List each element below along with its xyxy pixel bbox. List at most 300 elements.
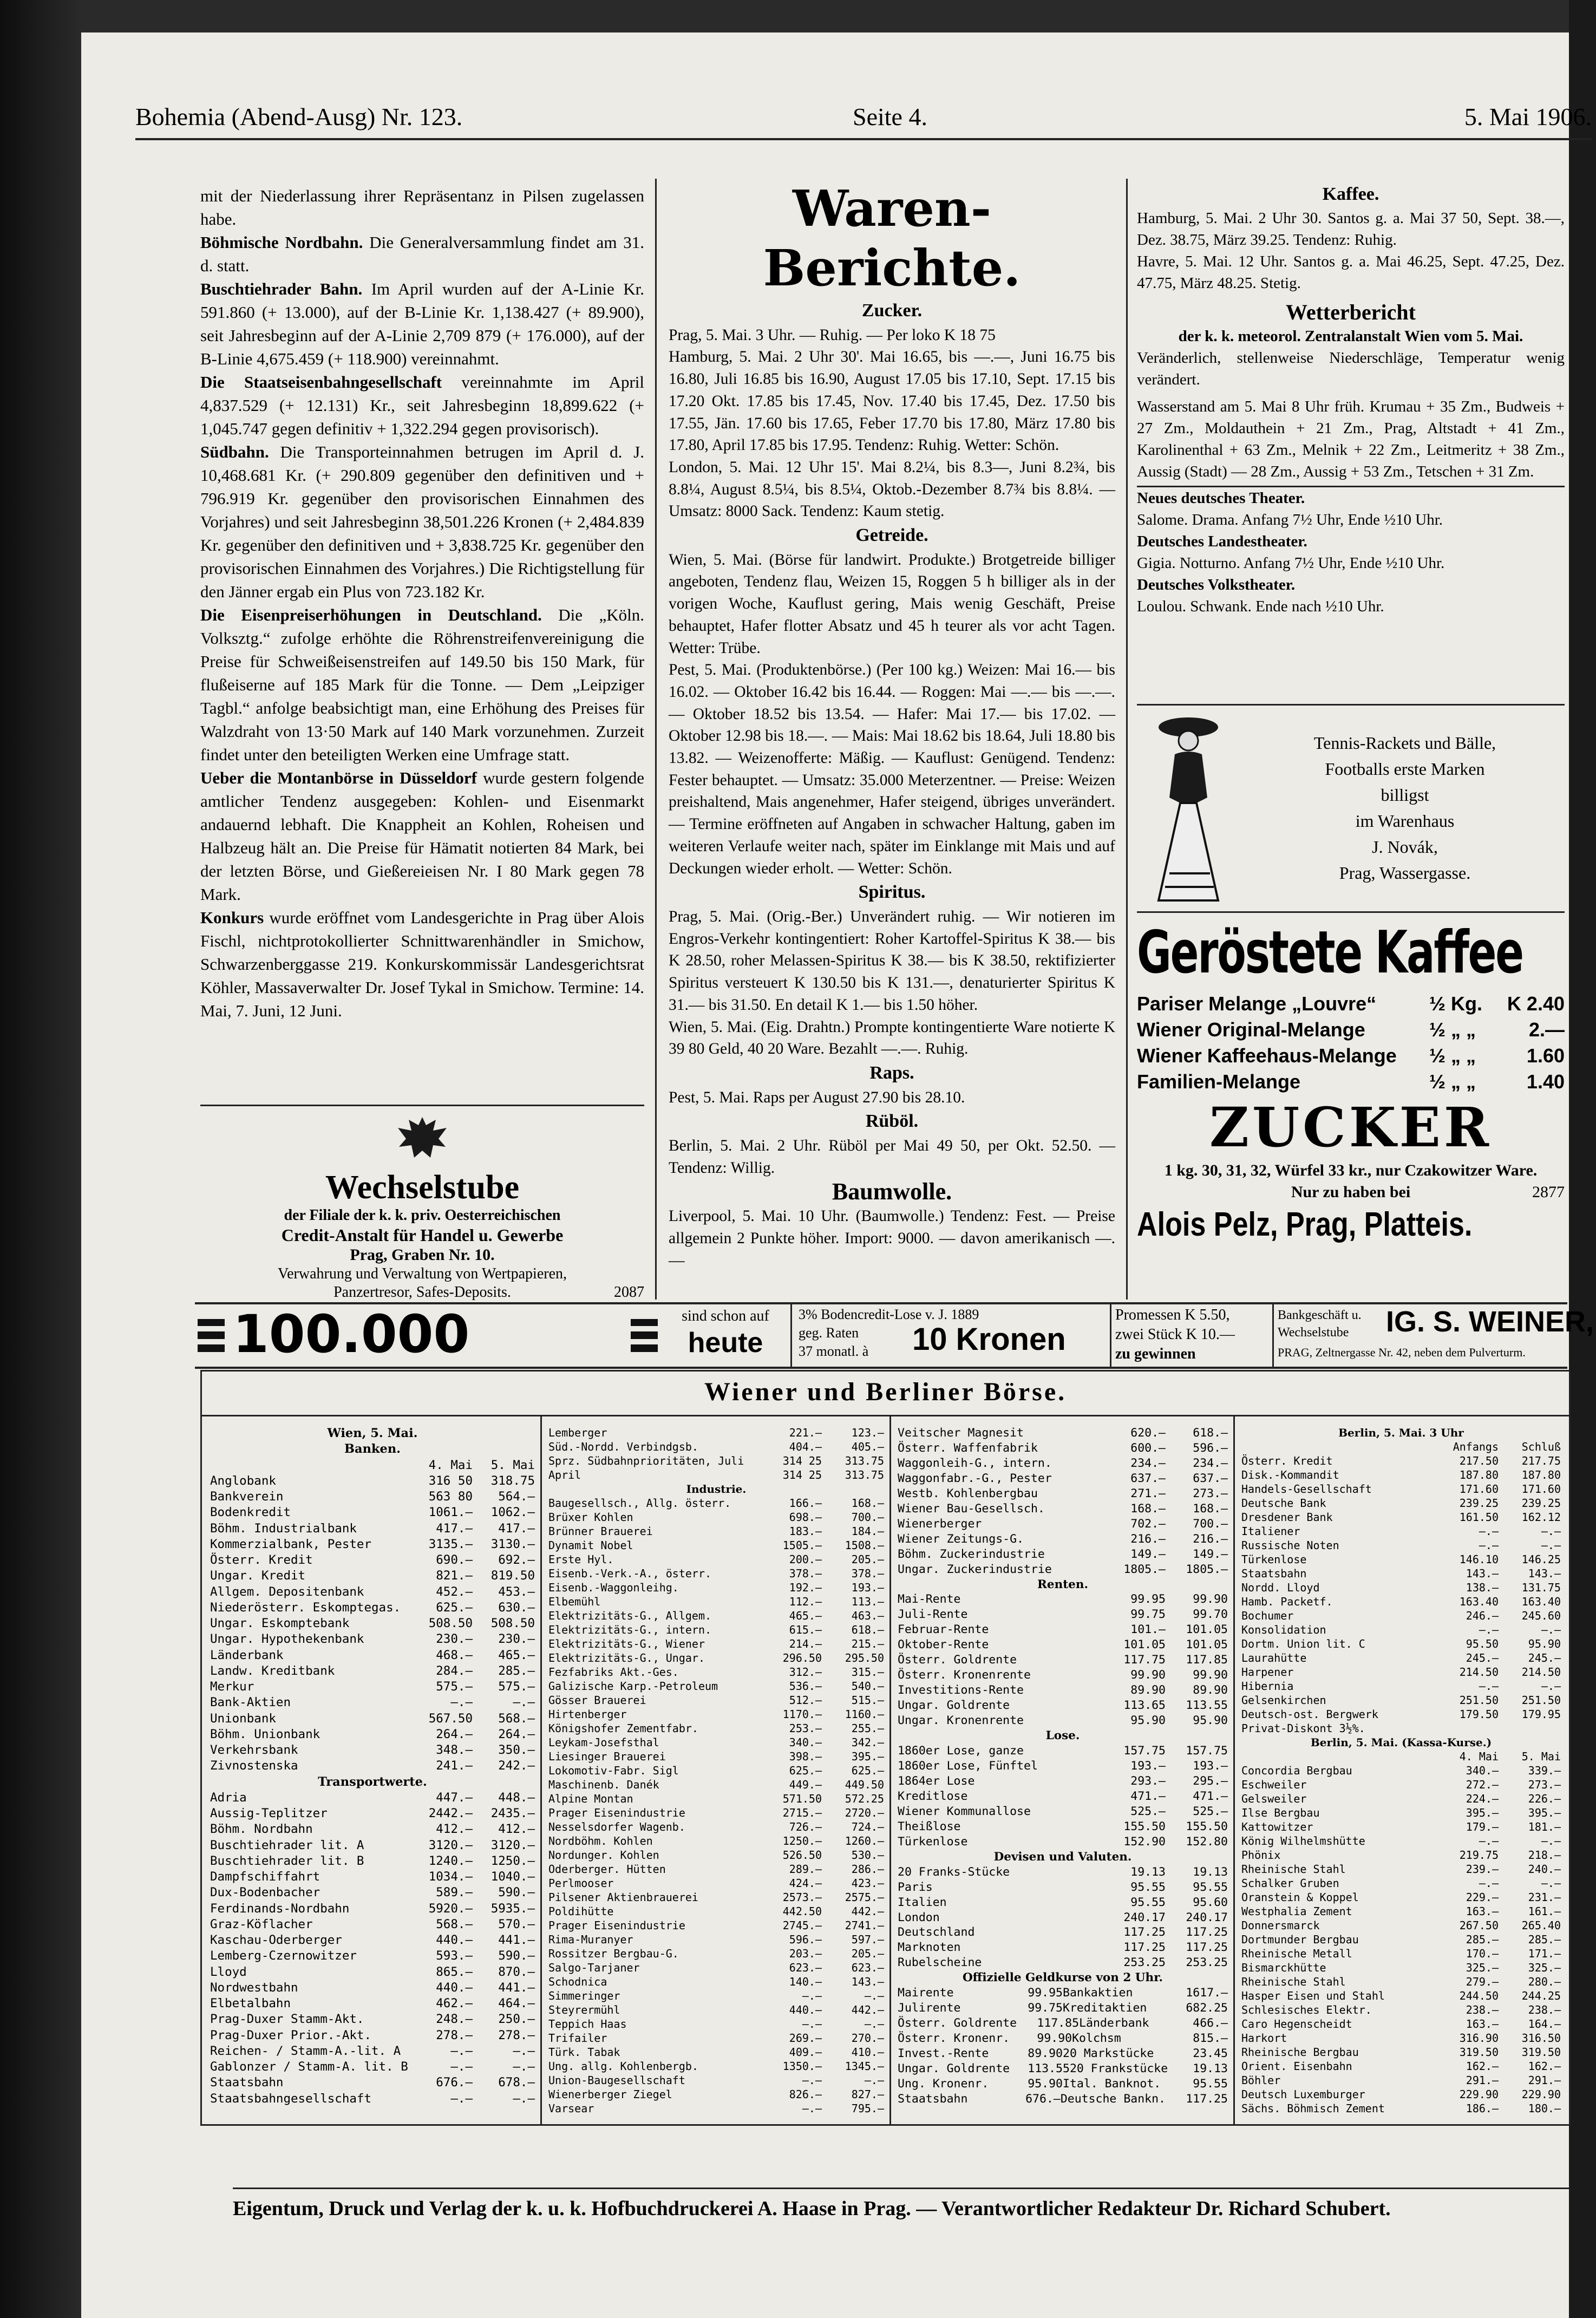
table-row (1241, 2073, 1561, 2087)
security-name: Ungar. Hypothekenbank (210, 1632, 364, 1647)
quote-value: 117.75 (1123, 1653, 1166, 1667)
security-name: Westphalia Zement (1241, 1905, 1352, 1918)
rueboel-berlin: Berlin, 5. Mai. 2 Uhr. Rüböl per Mai 49 50, per Okt. 52.50. — Tendenz: Willig. (669, 1137, 1115, 1177)
table-row (548, 1792, 884, 1806)
quote-value: 19.13 (1130, 1865, 1166, 1879)
table-row (898, 1607, 1228, 1622)
security-name: Harpener (1241, 1666, 1294, 1679)
security-name: Österr. Kredit (1241, 1454, 1333, 1467)
security-name: Rheinische Stahl (1241, 1975, 1346, 1988)
table-section-heading: Banken. (344, 1442, 401, 1457)
quote-value: 440.— (436, 1933, 473, 1947)
quote-value: 215.— (851, 1637, 884, 1650)
table-row (210, 1806, 535, 1821)
table-row (1241, 1637, 1561, 1651)
security-name: Österr. Kredit (210, 1553, 313, 1567)
banner-lose: 3% Bodencredit-Lose v. J. 1889 geg. Raten 37 monatl. à 10 Kronen (799, 1305, 1102, 1361)
table-row (1241, 1581, 1561, 1595)
zucker-ad-title: ZUCKER (1209, 1095, 1493, 1159)
col1-p7 (200, 906, 644, 1022)
quote-value: 412.— (436, 1822, 473, 1837)
col1-p6-text: wurde gestern folgende amtlicher Tendenz ausgegeben: Kohlen- und Eisenmarkt andauernd lebhaft. Die Knappheit an Kohlen, Roheisen und Halbzeug hält an. Die Preise für Hämatit notierten 84 Mark, bei der letzten Börse, und Gießereieisen Nr. I 80 Mark gegen 78 Mark. (200, 768, 644, 904)
table-row (548, 1876, 884, 1890)
quote-value: 140.— (789, 1975, 822, 1988)
quote-value: —.— (1541, 1525, 1561, 1538)
quote-value: 700.— (851, 1511, 884, 1524)
quote-value: —.— (802, 2074, 822, 2087)
zucker-hamburg: Hamburg, 5. Mai. 2 Uhr 30'. Mai 16.65, bis —.—, Juni 16.75 bis 16.80, Juli 16.85 bis 16.90, August 17.05 bis 17.10, Sept. 17.15 bis 17.20 Okt. 17.85 bis 17.45, Nov. 17.40 bis 17.45, Dez. 17.50 bis 17.55, Jän. 17.60 bis 17.65, Feber 17.70 bis 17.80, März 17.80 bis 17.80, April 17.85 bis 17.95. Tendenz: Ruhig. Wetter: Schön. (669, 348, 1115, 454)
security-name: Dortm. Union lit. C (1241, 1637, 1365, 1650)
quote-value: 99.70 (1193, 1608, 1228, 1622)
quote-value: 179.95 (1521, 1708, 1561, 1721)
quote-value: 143.— (1466, 1567, 1499, 1580)
table-row (210, 2028, 535, 2043)
table-row (898, 2061, 1228, 2077)
quote-value: 146.25 (1521, 1553, 1561, 1566)
table-row (548, 1665, 884, 1679)
quote-value: 525.— (1193, 1804, 1228, 1818)
table-row (898, 2077, 1228, 2092)
security-name: Disk.-Kommandit (1241, 1468, 1339, 1481)
quote-value: 272.— (1466, 1778, 1499, 1791)
security-name: Privat-Diskont 3½%. (1241, 1722, 1365, 1735)
quote-value: —.— (1541, 1877, 1561, 1890)
quote-value: 378.— (789, 1567, 822, 1580)
quote-value: 508.50 (490, 1616, 535, 1630)
quote-value: 253.— (789, 1722, 822, 1735)
kaffee-row-1: Pariser Melange „Louvre“ ½ Kg. K 2.40 (1137, 993, 1565, 1015)
quote-value: 3130.— (490, 1537, 535, 1551)
theater2-head: Deutsches Landestheater. (1137, 533, 1307, 550)
security-name: Böhm. Unionbank (210, 1727, 320, 1741)
quote-value: 217.50 (1459, 1454, 1499, 1467)
security-name: Österr. Kronenr. (898, 2032, 1010, 2046)
quote-value: —.— (450, 1695, 473, 1710)
quote-value: 242.— (498, 1759, 535, 1773)
security-name: Schodnica (548, 1975, 607, 1988)
table-row (548, 2017, 884, 2031)
quote-value: 117.25 (1123, 1925, 1166, 1940)
quote-value: 571.50 (782, 1792, 822, 1805)
security-name: Fezfabriks Akt.-Ges. (548, 1666, 679, 1679)
table-row (548, 1975, 884, 1989)
quote-value: 441.— (498, 1933, 535, 1947)
security-name: Erste Hyl. (548, 1553, 614, 1566)
quote-value: 267.50 (1459, 1919, 1499, 1932)
table-row (1241, 1989, 1561, 2003)
table-row (898, 2046, 1228, 2061)
security-name: Mai-Rente (898, 1592, 961, 1607)
security-name: Deutschland (898, 1925, 975, 1940)
table-row (548, 2031, 884, 2045)
security-name: Staatsbahn (210, 2075, 284, 2090)
wetter-sub: der k. k. meteorol. Zentralanstalt Wien vom 5. Mai. (1178, 328, 1523, 345)
wechselstube-l4: Verwahrung und Verwaltung von Wertpapieren, (277, 1265, 567, 1282)
quote-value: 99.95 (1130, 1592, 1166, 1607)
security-name: 1860er Lose, Fünftel (898, 1759, 1038, 1773)
quote-value: 442.— (851, 2003, 884, 2016)
alois-pelz: Alois Pelz, Prag, Platteis. (1137, 1206, 1473, 1243)
security-name: Österr. Waffenfabrik (898, 1441, 1038, 1455)
quote-value: 221.— (789, 1426, 822, 1439)
quote-value: 99.90 (1130, 1668, 1166, 1682)
security-name: Dynamit Nobel (548, 1539, 633, 1552)
quote-value: 278.— (498, 2028, 535, 2042)
quote-value: 99.90 (1193, 1592, 1228, 1607)
security-name: Eisenb.-Verk.-A., österr. (548, 1567, 712, 1580)
security-name: Hibernia (1241, 1680, 1294, 1693)
quote-value: 166.— (789, 1497, 822, 1510)
table-row (210, 1853, 535, 1869)
table-row (1241, 1904, 1561, 1918)
quote-value: 471.— (1193, 1789, 1228, 1803)
quote-value: 162.— (1466, 2060, 1499, 2073)
security-name: Leykam-Josefsthal (548, 1736, 659, 1749)
table-row (1241, 2045, 1561, 2059)
table-row (548, 2003, 884, 2017)
security-name: Handels-Gesellschaft (1241, 1483, 1372, 1496)
quote-value: 315.— (851, 1666, 884, 1679)
quote-value: 229.90 (1521, 2088, 1561, 2101)
quote-value: 117.25 (1123, 1941, 1166, 1955)
security-name: Sächs. Böhmisch Zement (1241, 2102, 1385, 2115)
security-name: Westb. Kohlenbergbau (898, 1486, 1038, 1500)
spiritus-heading: Spiritus. (858, 882, 926, 903)
quote-value: 240.— (1528, 1863, 1561, 1876)
table-row (210, 1932, 535, 1948)
table-row (548, 1806, 884, 1820)
security-name: Ung. Kronenr. (898, 2077, 989, 2091)
quote-value: 101.05 (1123, 1638, 1166, 1652)
quote-value: 865.— (436, 1964, 473, 1979)
table-row (898, 1865, 1228, 1880)
quote-value: —.— (802, 2017, 822, 2030)
col1-p5-text: Die „Köln. Volksztg.“ zufolge erhöhte die Röhrenstreifenvereinigung die Preise für Schweißeisenstreifen auf 149.50 bis 150 Mark, für flußeiserne auf 185 Mark für die Tonne. — Dem „Leipziger Tagbl.“ anfolge beabsichtigt man, eine Erhöhung des Preises für Walzdraht von 13·50 Mark auf 140 Mark vorzunehmen. Zurzeit findet unter den beteiligten Werken eine Umfrage statt. (200, 605, 644, 764)
quote-value: 183.— (789, 1525, 822, 1538)
security-name: Italiener (1241, 1525, 1300, 1538)
tennis-l5: J. Novák, (1372, 837, 1438, 857)
quote-value: 2435.— (490, 1806, 535, 1820)
security-name: Aussig-Teplitzer (210, 1806, 328, 1820)
security-name: Februar-Rente (898, 1623, 989, 1637)
quote-value: —.— (1479, 1539, 1499, 1552)
security-name: Landw. Kreditbank (210, 1663, 335, 1678)
table-row (1241, 2101, 1561, 2115)
kaffee-row-2: Wiener Original-Melange ½ „ „ 2.— (1137, 1018, 1565, 1041)
quote-value: 325.— (1466, 1961, 1499, 1974)
quote-value: 123.— (851, 1426, 884, 1439)
security-name: Baugesellsch., Allg. österr. (548, 1497, 731, 1510)
table-row (1241, 1947, 1561, 1961)
zucker-heading: Zucker. (861, 301, 923, 321)
table-row (1241, 1890, 1561, 1904)
quote-value: 637.— (1130, 1471, 1166, 1485)
table-row (1241, 1482, 1561, 1496)
table-section-heading: Industrie. (686, 1483, 747, 1496)
quote-value: —.— (450, 2060, 473, 2074)
quote-value: 271.— (1130, 1486, 1166, 1500)
quote-value: 285.— (498, 1663, 535, 1678)
quote-value: 255.— (851, 1722, 884, 1735)
quote-value: —.— (1479, 1834, 1499, 1847)
quote-value: 217.75 (1521, 1454, 1561, 1467)
quote-value: 296.50 (782, 1651, 822, 1664)
table-column-header (1241, 1440, 1561, 1454)
table-row (210, 1584, 535, 1600)
security-name: Donnersmarck (1241, 1919, 1320, 1932)
quote-value: 1062.— (490, 1505, 535, 1520)
table-row (1241, 1595, 1561, 1609)
waren-berichte-title: Waren-Berichte. (763, 179, 1021, 297)
table-row (548, 2087, 884, 2101)
quote-value: 229.90 (1459, 2088, 1499, 2101)
quote-value: 101.— (1130, 1623, 1166, 1637)
table-row (898, 1653, 1228, 1668)
quote-value: 2575.— (845, 1891, 884, 1904)
raps-heading: Raps. (869, 1062, 914, 1083)
table-row (1241, 1665, 1561, 1679)
quote-value: 1160.— (845, 1708, 884, 1721)
quote-value: 596.— (789, 1933, 822, 1946)
quote-value: Kreditaktien (1063, 2001, 1147, 2015)
tennis-l3: billigst (1381, 785, 1429, 805)
quote-value: 1040.— (490, 1870, 535, 1884)
theater3-head: Deutsches Volkstheater. (1137, 576, 1296, 593)
security-name: Staatsbahngesellschaft (210, 2091, 372, 2106)
quote-value: 593.— (436, 1949, 473, 1963)
quote-value: 286.— (851, 1863, 884, 1876)
rueboel-heading: Rüböl. (865, 1111, 919, 1132)
quote-value: —.— (802, 1989, 822, 2002)
column-3 (1137, 181, 1565, 617)
table-row (210, 1885, 535, 1901)
table-row (548, 1496, 884, 1510)
security-name: Merkur (210, 1680, 254, 1694)
kaffee-ad (1137, 915, 1565, 1294)
table-row (898, 1834, 1228, 1850)
security-name: Investitions-Rente (898, 1683, 1024, 1697)
quote-value: 395.— (851, 1750, 884, 1763)
table-row (1241, 1806, 1561, 1820)
security-name: Prag-Duxer Stamm-Akt. (210, 2012, 364, 2027)
quote-value: 214.— (789, 1637, 822, 1650)
quote-value: 239.25 (1521, 1497, 1561, 1510)
table-row (210, 2059, 535, 2075)
quote-value: 590.— (498, 1949, 535, 1963)
getreide-pest: Pest, 5. Mai. (Produktenbörse.) (Per 100 kg.) Weizen: Mai 16.— bis 16.02. — Oktober 16.42 bis 16.44. — Roggen: Mai —.— bis —.—. — Oktober 18.52 bis 13.54. — Hafer: Mai 17.— bis 17.02. — Oktober 12.98 bis 18.—. — Mais: Mai 18.62 bis 18.64, Juli 18.80 bis 13.82. — Weizenofferte: Mäßig. — Kauflust: Genügend. Tendenz: Fester behauptet. — Umsatz: 35.000 Meterzentner. — Preise: Weizen preishaltend, Mais angenehmer, Hafer steigend, übriges unverändert. — Termine eröffneten auf Angaben in schwacher Haltung, gaben im weiteren Verlaufe weiter nach, später im Einklange mit Mais und auf Deckungen wieder erholt. — Wetter: Schön. (669, 661, 1115, 877)
table-row (548, 1440, 884, 1454)
table-row (1241, 1778, 1561, 1792)
quote-value: 2442.— (428, 1806, 473, 1820)
security-name: Harkort (1241, 2032, 1287, 2045)
quote-value: 152.90 (1123, 1834, 1166, 1849)
quote-value: 623.— (851, 1961, 884, 1974)
security-name: Böhm. Nordbahn (210, 1822, 313, 1837)
table-row (1241, 2031, 1561, 2045)
security-name: Elbemühl (548, 1595, 601, 1608)
table-row (548, 1989, 884, 2003)
table-row (548, 2073, 884, 2087)
table-row (1241, 1862, 1561, 1876)
column-rule-1 (655, 179, 657, 1300)
quote-value: 253.25 (1123, 1956, 1166, 1970)
col-label: Schluß (1521, 1440, 1561, 1453)
quote-value: 424.— (789, 1877, 822, 1890)
nur-zu: Nur zu haben bei (1291, 1183, 1411, 1201)
security-name: Bismarckhütte (1241, 1961, 1326, 1974)
table-row (1241, 1651, 1561, 1665)
zucker-prag: Prag, 5. Mai. 3 Uhr. — Ruhig. — Per loko K 18 75 (669, 326, 996, 344)
table-row (1241, 1918, 1561, 1932)
quote-value: 724.— (851, 1820, 884, 1833)
table-row (548, 1510, 884, 1524)
quote-value: 1170.— (782, 1708, 822, 1721)
col1-p3 (200, 370, 644, 440)
wetter-heading: Wetterbericht (1286, 300, 1416, 324)
quote-value: 200.— (789, 1553, 822, 1566)
quote-value: 462.— (436, 1996, 473, 2010)
quote-value: 155.50 (1186, 1819, 1228, 1833)
security-name: Hasper Eisen und Stahl (1241, 1989, 1385, 2002)
quote-value: 575.— (498, 1680, 535, 1694)
security-name: Böhm. Industrialbank (210, 1521, 357, 1536)
quote-value: 117.85 (1037, 2016, 1080, 2030)
quote-value: 316.50 (1521, 2032, 1561, 2045)
security-name: Waggonfabr.-G., Pester (898, 1471, 1052, 1485)
quote-value: 463.— (851, 1609, 884, 1622)
quote-value: 230.— (436, 1632, 473, 1647)
quote-value: 265.40 (1521, 1919, 1561, 1932)
table-row (210, 1552, 535, 1568)
quote-value: 525.— (1130, 1804, 1166, 1818)
table-row (898, 1562, 1228, 1577)
col1-p3-head: Die Staatseisenbahngesellschaft (200, 373, 442, 391)
quote-value: 245.60 (1521, 1609, 1561, 1622)
security-name: Salgo-Tarjaner (548, 1961, 640, 1974)
quote-value: 273.— (1193, 1486, 1228, 1500)
security-name: Zivnostenska (210, 1759, 298, 1773)
col1-p2-head: Buschtiehrader Bahn. (200, 279, 363, 298)
column-1 (200, 184, 644, 1022)
quote-value: 184.— (851, 1525, 884, 1538)
col-label: 4. Mai (1459, 1750, 1499, 1763)
table-row (1241, 2017, 1561, 2031)
quote-value: 95.90 (1528, 1637, 1561, 1650)
quote-value: 314 25 (782, 1468, 822, 1481)
security-name: Lloyd (210, 1964, 247, 1979)
table-row (548, 1595, 884, 1609)
quote-value: 240.17 (1186, 1910, 1228, 1924)
quote-value: 449.— (789, 1778, 822, 1791)
table-row (898, 2001, 1228, 2016)
security-name: Gablonzer / Stamm-A. lit. B (210, 2060, 408, 2074)
quote-value: —.— (1479, 1877, 1499, 1890)
table-row (548, 1890, 884, 1904)
boerse-rule-1 (540, 1415, 542, 2124)
table-row (1241, 1552, 1561, 1566)
quote-value: 440.— (436, 1980, 473, 1995)
security-name: Rima-Muranyer (548, 1933, 633, 1946)
quote-value: 398.— (789, 1750, 822, 1763)
quote-value: 409.— (789, 2046, 822, 2059)
col1-p7-head: Konkurs (200, 908, 264, 927)
security-name: Mairente (898, 1986, 954, 2000)
quote-value: 567.50 (428, 1711, 473, 1726)
banner-heute: sind schon auf heute (682, 1308, 769, 1359)
quote-value: 230.— (498, 1632, 535, 1647)
quote-value: 95.55 (1130, 1895, 1166, 1909)
table-row (548, 1524, 884, 1538)
quote-value: 205.— (851, 1947, 884, 1960)
zucker-ad-line: 1 kg. 30, 31, 32, Würfel 33 kr., nur Czakowitzer Ware. (1164, 1161, 1538, 1179)
security-name: Dortmunder Bergbau (1241, 1933, 1359, 1946)
table-row (898, 1471, 1228, 1486)
quote-value: 181.— (1528, 1820, 1561, 1833)
quote-value: 1805.— (1123, 1562, 1166, 1576)
quote-value: 692.— (498, 1553, 535, 1567)
quote-value: 1505.— (782, 1539, 822, 1552)
col-label: 5. Mai (490, 1458, 535, 1472)
table-row (210, 1758, 535, 1774)
quote-value: 318.75 (490, 1473, 535, 1488)
table-row (210, 2043, 535, 2059)
quote-value: 113.65 (1123, 1699, 1166, 1713)
column-2 (669, 179, 1115, 1271)
security-name: Staatsbahn (1241, 1567, 1307, 1580)
table-row (548, 1820, 884, 1834)
quote-value: 117.25 (1186, 2092, 1228, 2106)
security-name: Oderberger. Hütten (548, 1863, 666, 1876)
security-name: Poldihütte (548, 1905, 614, 1918)
quote-value: 348.— (436, 1743, 473, 1757)
quote-value: 138.— (1466, 1581, 1499, 1594)
security-name: Rossitzer Bergbau-G. (548, 1947, 679, 1960)
security-name: Österr. Kronenrente (898, 1668, 1031, 1682)
table-row (1241, 1932, 1561, 1947)
table-row (548, 1862, 884, 1876)
table-row (548, 1538, 884, 1552)
security-name: Kaschau-Oderberger (210, 1933, 342, 1947)
quote-value: 89.90 (1193, 1683, 1228, 1697)
security-name: Dampfschiffahrt (210, 1870, 320, 1884)
security-name: König Wilhelmshütte (1241, 1834, 1365, 1847)
quote-value: 466.— (1193, 2016, 1228, 2030)
boerse-rule-2 (889, 1415, 891, 2124)
quote-value: 179.— (1466, 1820, 1499, 1833)
security-name: Concordia Bergbau (1241, 1764, 1352, 1777)
table-row (1241, 1496, 1561, 1510)
banner-promessen: Promessen K 5.50, zwei Stück K 10.— zu gewinnen (1115, 1307, 1235, 1362)
masthead-date: 5. Mai 1906. (1464, 103, 1592, 130)
quote-value: 515.— (851, 1694, 884, 1707)
quote-value: 615.— (789, 1623, 822, 1636)
security-name: Laurahütte (1241, 1651, 1307, 1664)
table-row (210, 1838, 535, 1853)
table-row (898, 1622, 1228, 1637)
quote-value: 291.— (1466, 2074, 1499, 2087)
security-name: Theißlose (898, 1819, 961, 1833)
security-name: Caro Hegenscheidt (1241, 2017, 1352, 2030)
masthead-page: Seite 4. (853, 103, 927, 130)
quote-value: 3120.— (490, 1838, 535, 1852)
quote-value: 168.— (1193, 1501, 1228, 1516)
security-name: Graz-Köflacher (210, 1917, 313, 1931)
quote-value: 342.— (851, 1736, 884, 1749)
quote-value: —.— (450, 2043, 473, 2058)
quote-value: 95.90 (1028, 2077, 1063, 2091)
quote-value: 1345.— (845, 2060, 884, 2073)
kaffee-row-3: Wiener Kaffeehaus-Melange ½ „ „ 1.60 (1137, 1044, 1565, 1067)
